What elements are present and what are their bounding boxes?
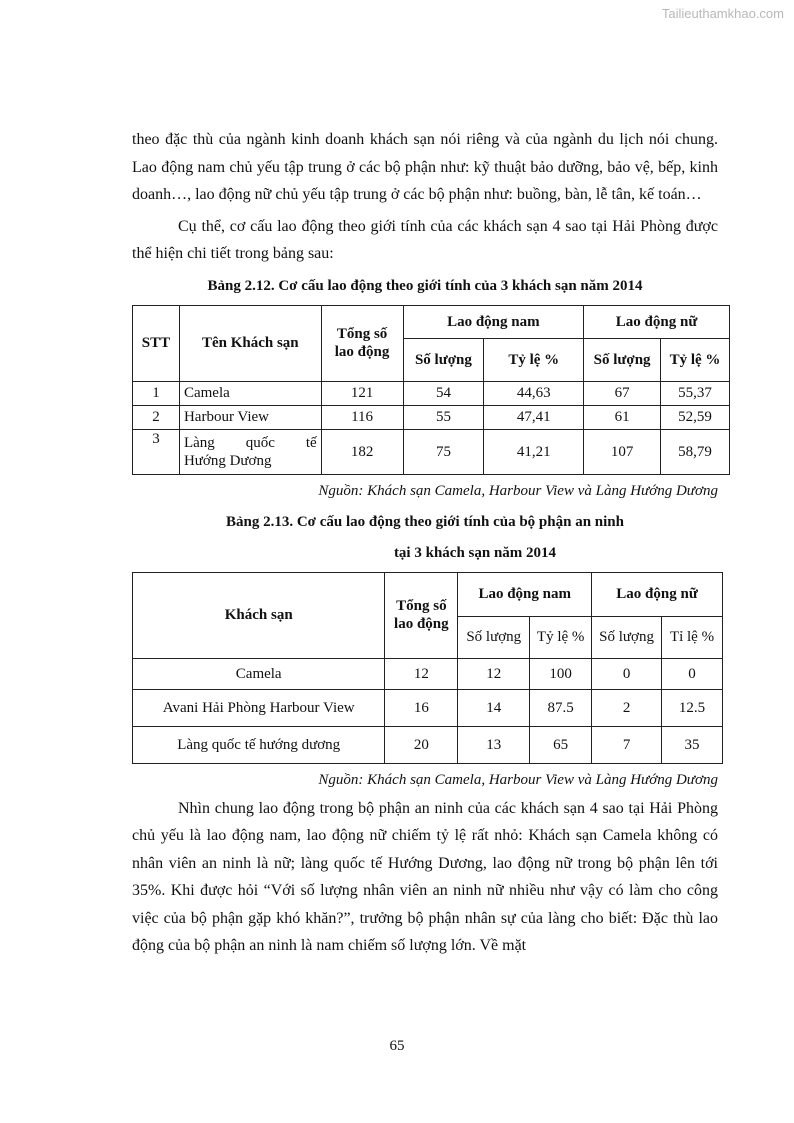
cell-female-pct: 58,79 [661, 429, 730, 474]
table2 [132, 572, 723, 764]
cell-hotel-line1: Làng quốc tế [183, 434, 317, 451]
cell-hotel: Avani Hải Phòng Harbour View [133, 689, 385, 726]
cell-hotel: Harbour View [179, 405, 321, 429]
page-number: 65 [389, 1038, 405, 1054]
page-content [132, 126, 721, 960]
cell-male-pct: 65 [530, 726, 592, 763]
cell-total: 20 [385, 726, 458, 763]
table2-header-male: Lao động nam [458, 572, 592, 616]
table1 [132, 305, 730, 475]
cell-total: 182 [321, 429, 403, 474]
cell-male-count: 13 [458, 726, 530, 763]
cell-hotel: Camela [179, 381, 321, 405]
table1-caption: Bảng 2.12. Cơ cấu lao động theo giới tính của 3 khách sạn năm 2014 [207, 277, 643, 294]
cell-female-count: 0 [592, 658, 662, 689]
cell-female-count: 107 [584, 429, 661, 474]
table1-header-male: Lao động nam [403, 305, 584, 338]
table-row [133, 689, 723, 726]
paragraph-2: Cụ thể, cơ cấu lao động theo giới tính của các khách sạn 4 sao tại Hải Phòng được thể hiện chi tiết trong bảng sau: [132, 217, 718, 262]
table2-caption-line2: tại 3 khách sạn năm 2014 [393, 544, 557, 561]
cell-stt: 2 [133, 405, 180, 429]
cell-total: 12 [385, 658, 458, 689]
cell-male-count: 54 [403, 381, 484, 405]
table1-header-pct-male: Tỷ lệ % [484, 338, 584, 381]
table1-header-count-female: Số lượng [584, 338, 661, 381]
table2-header-count-female: Số lượng [592, 616, 662, 658]
table-row [133, 405, 730, 429]
cell-total: 116 [321, 405, 403, 429]
cell-female-pct: 35 [662, 726, 723, 763]
table1-source: Nguồn: Khách sạn Camela, Harbour View và Làng Hướng Dương [318, 482, 718, 499]
table1-header-female: Lao động nữ [584, 305, 730, 338]
table1-header-name: Tên Khách sạn [179, 305, 321, 381]
cell-female-pct: 0 [662, 658, 723, 689]
cell-male-pct: 44,63 [484, 381, 584, 405]
cell-hotel: Làng quốc tế hướng dương [133, 726, 385, 763]
table2-header-pct-female: Tỉ lệ % [662, 616, 723, 658]
paragraph-1: theo đặc thù của ngành kinh doanh khách sạn nói riêng và của ngành du lịch nói chung. Lao động nam chủ yếu tập trung ở các bộ phận như: kỹ thuật bảo dưỡng, bảo vệ, bếp, kinh doanh…, lao động nữ chủ yếu tập trung ở các bộ phận như: buồng, bàn, lễ tân, kế toán… [132, 131, 718, 203]
cell-female-count: 67 [584, 381, 661, 405]
cell-male-pct: 41,21 [484, 429, 584, 474]
cell-male-count: 14 [458, 689, 530, 726]
cell-male-pct: 87.5 [530, 689, 592, 726]
table2-caption-line1: Bảng 2.13. Cơ cấu lao động theo giới tính của bộ phận an ninh [226, 513, 624, 530]
table1-header-total: Tổng số lao động [321, 305, 403, 381]
cell-stt: 3 [133, 429, 180, 474]
cell-male-count: 12 [458, 658, 530, 689]
cell-female-count: 7 [592, 726, 662, 763]
cell-female-count: 61 [584, 405, 661, 429]
cell-female-count: 2 [592, 689, 662, 726]
table2-header-total: Tổng số lao động [385, 572, 458, 658]
table1-header-pct-female: Tỷ lệ % [661, 338, 730, 381]
table1-header-stt: STT [133, 305, 180, 381]
table2-source: Nguồn: Khách sạn Camela, Harbour View và Làng Hướng Dương [318, 771, 718, 788]
cell-hotel: Camela [133, 658, 385, 689]
cell-male-count: 55 [403, 405, 484, 429]
cell-female-pct: 52,59 [661, 405, 730, 429]
table-row [133, 658, 723, 689]
cell-hotel-line2: Hướng Dương [183, 452, 272, 469]
watermark: Tailieuthamkhao.com [661, 6, 784, 21]
table-row [133, 381, 730, 405]
cell-total: 16 [385, 689, 458, 726]
cell-stt: 1 [133, 381, 180, 405]
table2-header-female: Lao động nữ [592, 572, 723, 616]
cell-total: 121 [321, 381, 403, 405]
cell-male-pct: 100 [530, 658, 592, 689]
cell-female-pct: 12.5 [662, 689, 723, 726]
table2-header-hotel: Khách sạn [133, 572, 385, 658]
cell-female-pct: 55,37 [661, 381, 730, 405]
table2-header-count-male: Số lượng [458, 616, 530, 658]
paragraph-3: Nhìn chung lao động trong bộ phận an ninh của các khách sạn 4 sao tại Hải Phòng chủ yếu là lao động nam, lao động nữ chiếm tỷ lệ rất nhỏ: Khách sạn Camela không có nhân viên an ninh là nữ; làng quốc tế Hướng Dương, lao động nữ trong bộ phận lên tới 35%. Khi được hỏi “Với số lượng nhân viên an ninh nữ nhiều như vậy có làm cho công việc của bộ phận gặp khó khăn?”, trưởng bộ phận nhân sự của làng cho biết: Đặc thù lao động của bộ phận an ninh là nam chiếm số lượng lớn. Về mặt [132, 799, 718, 954]
table-row [133, 429, 730, 474]
cell-male-pct: 47,41 [484, 405, 584, 429]
cell-hotel [179, 429, 321, 474]
table1-header-count-male: Số lượng [403, 338, 484, 381]
table-row [133, 726, 723, 763]
table2-header-pct-male: Tỷ lệ % [530, 616, 592, 658]
cell-male-count: 75 [403, 429, 484, 474]
